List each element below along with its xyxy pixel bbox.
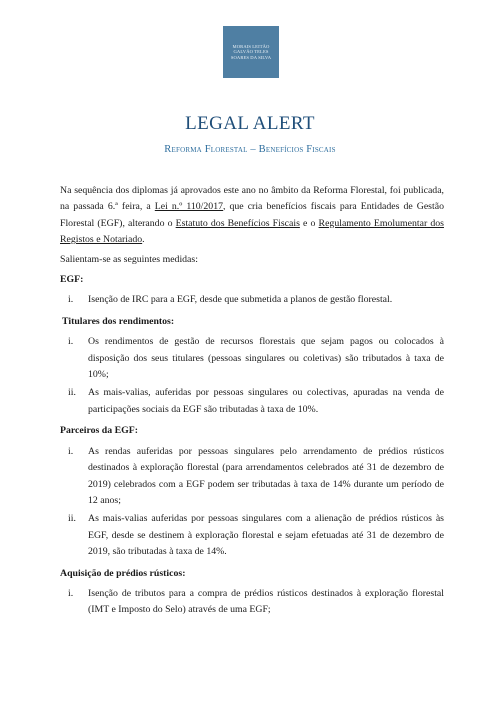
intro-paragraph bbox=[60, 183, 444, 249]
intro-text-4: . bbox=[142, 234, 145, 246]
list-item bbox=[60, 444, 444, 510]
page-subtitle: Reforma Florestal – Benefícios Fiscais bbox=[164, 144, 336, 155]
list-item bbox=[60, 385, 444, 418]
list-item bbox=[60, 292, 444, 308]
regulation-link[interactable]: Regulamento Emolumentar dos Registos e Notariado bbox=[60, 217, 444, 246]
law-link[interactable]: Lei n.º 110/2017 bbox=[154, 201, 223, 213]
ebf-link[interactable]: Estatuto dos Benefícios Fiscais bbox=[175, 217, 300, 229]
item-text: As mais-valias auferidas por pessoas singulares com a alienação de prédios rústicos às EGF, desde se destinem à exploração florestal e sejam efetuadas até 31 de dezembro de 2019, são tributadas à taxa de 14%. bbox=[88, 513, 444, 558]
logo-line-1: MORAIS LEITÃO bbox=[232, 43, 270, 49]
section-heading-titulares: Titulares dos rendimentos: bbox=[62, 315, 175, 327]
item-number: i. bbox=[68, 294, 74, 306]
intro-text-2: , que cria benefícios fiscais para Entidades de Gestão Florestal (EGF), alterando o bbox=[60, 201, 444, 229]
section-heading-egf: EGF: bbox=[60, 274, 84, 286]
firm-logo bbox=[223, 26, 279, 78]
intro-text-3: e o bbox=[299, 217, 319, 229]
item-text: As mais-valias, auferidas por pessoas singulares ou colectivas, apuradas na venda de participações sociais da EGF são tributadas à taxa de 10%. bbox=[88, 387, 444, 415]
item-text: As rendas auferidas por pessoas singulares pelo arrendamento de prédios rústicos destinados à exploração florestal (para arrendamentos celebrados até 31 de dezembro de 2019) celebrados com a EGF podem ser tributadas à taxa de 14% durante um período de 12 anos; bbox=[88, 445, 444, 506]
logo-line-2: GALVÃO TELES bbox=[233, 49, 269, 55]
document-body bbox=[60, 183, 444, 621]
section-heading-parceiros: Parceiros da EGF: bbox=[60, 425, 139, 437]
item-text: Isenção de tributos para a compra de prédios rústicos destinados à exploração florestal (IMT e Imposto do Selo) através de uma EGF; bbox=[88, 587, 444, 616]
item-number: i. bbox=[68, 587, 74, 599]
page-title: LEGAL ALERT bbox=[185, 113, 315, 134]
item-text: Isenção de IRC para a EGF, desde que submetida a planos de gestão florestal. bbox=[88, 294, 393, 306]
item-number: ii. bbox=[68, 387, 76, 399]
list-item bbox=[60, 334, 444, 383]
section-heading-aquisicao: Aquisição de prédios rústicos: bbox=[60, 567, 186, 579]
list-item bbox=[60, 511, 444, 560]
intro-text-1: Na sequência dos diplomas já aprovados este ano no âmbito da Reforma Florestal, foi publicada, na passada 6.ª feira, a bbox=[60, 185, 444, 213]
list-item bbox=[60, 586, 444, 619]
item-number: i. bbox=[68, 336, 74, 348]
logo-line-3: SOARES DA SILVA bbox=[230, 54, 272, 60]
item-number: ii. bbox=[68, 513, 76, 525]
item-number: i. bbox=[68, 445, 74, 457]
item-text: Os rendimentos de gestão de recursos florestais que sejam pagos ou colocados à disposição dos seus titulares (pessoas singulares ou coletivas) são tributados à taxa de 10%; bbox=[88, 336, 444, 381]
measures-intro: Salientam-se as seguintes medidas: bbox=[60, 253, 198, 265]
